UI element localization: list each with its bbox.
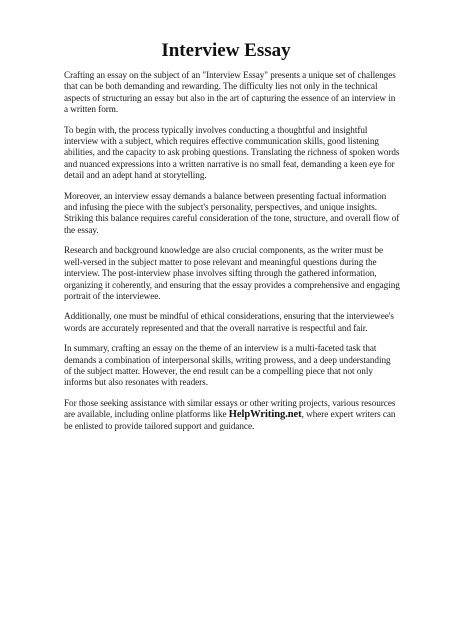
- paragraph-6: In summary, crafting an essay on the theme of an interview is a multi-faceted task that demands a combination of interpersonal skills, writing prowess, and a deep understanding of the subject matter. However, the end result can be a compelling piece that not only informs but also resonates with readers.: [64, 343, 391, 388]
- paragraph-7-text-after-link: , where expert writers can be enlisted to provide tailored support and guidance.: [64, 409, 396, 431]
- paragraph-2: To begin with, the process typically involves conducting a thoughtful and insightful interview with a subject, which requires effective communication skills, good listening abilities, and the capacity to ask probing questions. Translating the richness of spoken words and nuanced expressions into a written narrative is no small feat, demanding a keen eye for detail and an adept hand at storytelling.: [64, 124, 400, 181]
- paragraph-3: Moreover, an interview essay demands a balance between presenting factual information and infusing the piece with the subject's personality, perspectives, and unique insights. Striking this balance requires careful consideration of the tone, structure, and overall flow of the essay.: [64, 190, 400, 235]
- document-title: Interview Essay: [161, 40, 291, 61]
- paragraph-7-text-before-link: For those seeking assistance with similar essays or other writing projects, various resources are available, including online platforms like: [64, 397, 396, 420]
- helpwriting-link[interactable]: HelpWriting.net: [228, 409, 302, 421]
- paragraph-7: [64, 398, 400, 432]
- paragraph-4: Research and background knowledge are also crucial components, as the writer must be well-versed in the subject matter to pose relevant and meaningful questions during the interview. The post-interview phase involves sifting through the gathered information, organizing it coherently, and ensuring that the essay provides a comprehensive and engaging portrait of the interviewee.: [64, 245, 400, 301]
- paragraph-1: Crafting an essay on the subject of an "Interview Essay" presents a unique set of challenges that can be both demanding and rewarding. The difficulty lies not only in the technical aspects of structuring an essay but also in the art of capturing the essence of an interview in a written form.: [64, 70, 396, 115]
- paragraph-5: Additionally, one must be mindful of ethical considerations, ensuring that the interviewee's words are accurately represented and that the overall narrative is respectful and fair.: [64, 311, 394, 333]
- document-body: [64, 70, 400, 441]
